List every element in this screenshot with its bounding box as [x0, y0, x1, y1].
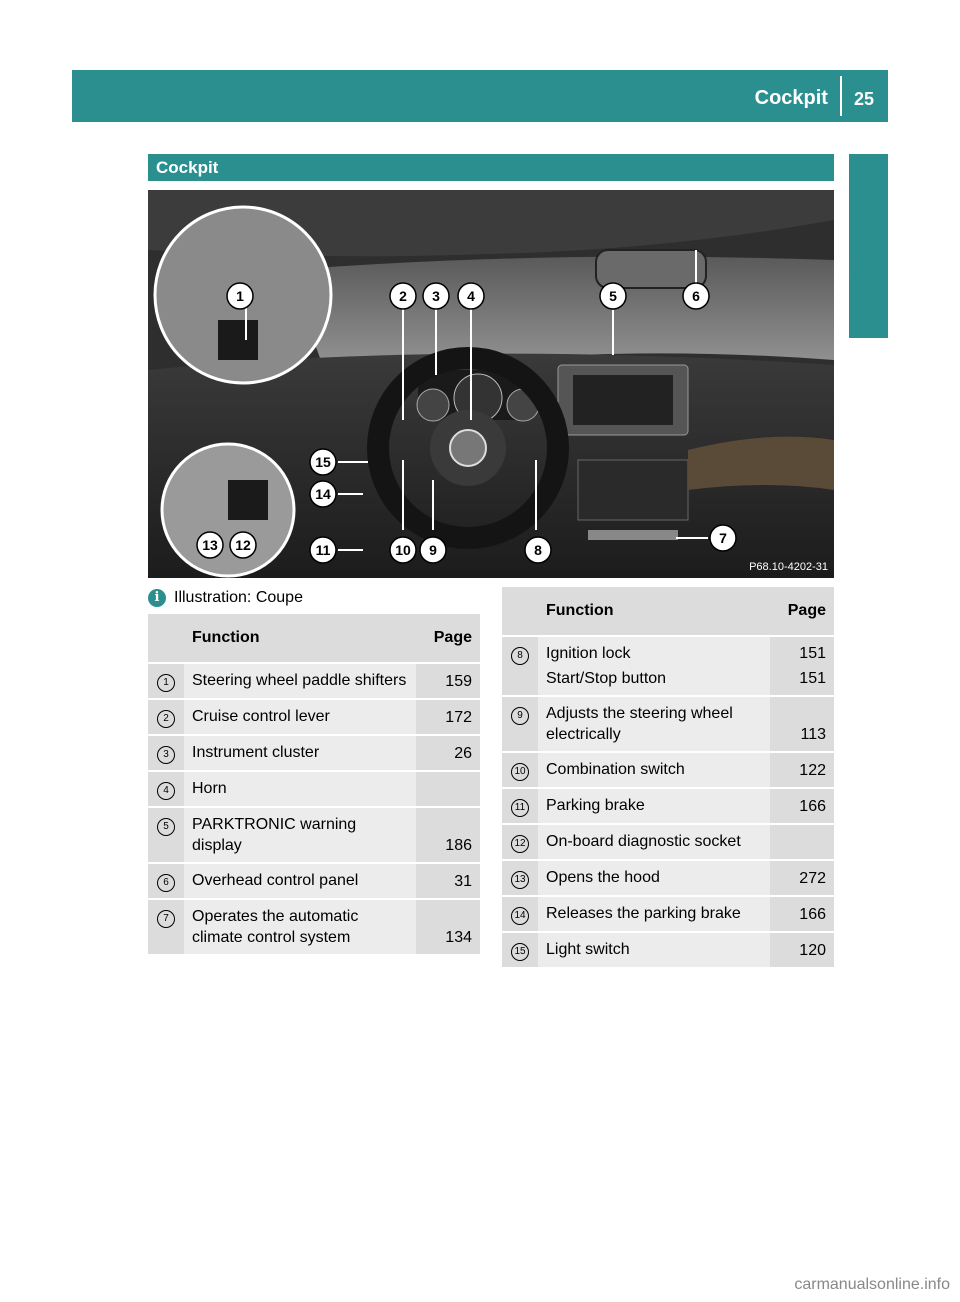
page-cell	[416, 699, 480, 735]
function-cell	[538, 860, 770, 896]
side-tab-label: At a glance	[851, 223, 874, 336]
callout-number: 1	[236, 288, 244, 304]
circled-number-icon: 14	[511, 907, 529, 925]
page-cell	[416, 899, 480, 955]
table-row	[502, 696, 834, 752]
table-row	[502, 896, 834, 932]
function-header: Function	[538, 587, 770, 636]
callout-number: 5	[609, 288, 617, 304]
callout-number: 9	[429, 542, 437, 558]
function-cell	[538, 932, 770, 968]
page-cell	[416, 735, 480, 771]
num-header	[148, 614, 184, 663]
row-number	[502, 696, 538, 752]
page-cell	[416, 807, 480, 863]
function-text: Cruise control lever	[192, 708, 330, 725]
callout-number: 12	[235, 537, 251, 553]
row-number	[502, 752, 538, 788]
page-header	[72, 70, 888, 122]
callout-marker	[600, 283, 626, 309]
callout-marker	[683, 283, 709, 309]
circled-number-icon: 8	[511, 647, 529, 665]
page-ref: 151	[799, 670, 826, 687]
callout-marker	[310, 449, 336, 475]
function-cell	[538, 752, 770, 788]
callout-number: 8	[534, 542, 542, 558]
page-cell	[416, 863, 480, 899]
callout-number: 4	[467, 288, 475, 304]
callout-number: 3	[432, 288, 440, 304]
callout-marker	[458, 283, 484, 309]
page-ref: 120	[799, 942, 826, 959]
function-cell	[184, 663, 416, 699]
function-text: PARKTRONIC warning display	[192, 816, 357, 854]
note-text: Illustration: Coupe	[174, 589, 303, 606]
function-text: Horn	[192, 780, 227, 797]
cockpit-illustration	[148, 190, 834, 578]
function-cell	[538, 896, 770, 932]
row-number	[502, 896, 538, 932]
function-text: Steering wheel paddle shifters	[192, 672, 407, 689]
row-number	[502, 824, 538, 860]
callout-marker	[423, 283, 449, 309]
function-table-right	[502, 587, 834, 969]
function-text: Opens the hood	[546, 869, 660, 886]
callout-marker	[390, 537, 416, 563]
function-text: Light switch	[546, 941, 630, 958]
callout-marker	[310, 481, 336, 507]
table-row	[148, 771, 480, 807]
table-row	[148, 735, 480, 771]
callout-number: 14	[315, 486, 331, 502]
function-text: Instrument cluster	[192, 744, 320, 761]
page-cell	[770, 932, 834, 968]
circled-number-icon: 1	[157, 674, 175, 692]
page-cell	[416, 663, 480, 699]
function-cell	[538, 824, 770, 860]
illustration-code: P68.10-4202-31	[749, 561, 828, 573]
circled-number-icon: 10	[511, 763, 529, 781]
circled-number-icon: 5	[157, 818, 175, 836]
page-cell	[770, 896, 834, 932]
function-table-left	[148, 614, 480, 956]
table-row	[502, 860, 834, 896]
num-header	[502, 587, 538, 636]
table-row	[148, 807, 480, 863]
row-number	[148, 735, 184, 771]
row-number	[148, 807, 184, 863]
function-header: Function	[184, 614, 416, 663]
function-text: Combination switch	[546, 761, 685, 778]
page-cell	[770, 788, 834, 824]
row-number	[148, 863, 184, 899]
function-text: Operates the automatic climate control system	[192, 908, 359, 946]
page-ref: 159	[445, 673, 472, 690]
function-cell	[538, 788, 770, 824]
circled-number-icon: 13	[511, 871, 529, 889]
callout-marker	[420, 537, 446, 563]
circled-number-icon: 12	[511, 835, 529, 853]
page-ref: 31	[454, 873, 472, 890]
circled-number-icon: 2	[157, 710, 175, 728]
function-cell	[184, 863, 416, 899]
function-text: Overhead control panel	[192, 872, 359, 889]
callout-marker	[227, 283, 253, 309]
callout-number: 10	[395, 542, 411, 558]
function-cell	[184, 735, 416, 771]
function-cell	[538, 696, 770, 752]
function-text: Ignition lock	[546, 645, 631, 662]
callout-number: 2	[399, 288, 407, 304]
page-ref: 166	[799, 906, 826, 923]
callout-marker	[310, 537, 336, 563]
info-icon: i	[148, 589, 166, 607]
circled-number-icon: 7	[157, 910, 175, 928]
function-cell	[538, 636, 770, 696]
callout-marker	[525, 537, 551, 563]
function-cell	[184, 899, 416, 955]
function-cell	[184, 807, 416, 863]
function-text: Releases the parking brake	[546, 905, 741, 922]
row-number	[148, 771, 184, 807]
callout-marker	[710, 525, 736, 551]
illustration-note	[148, 589, 303, 607]
page-ref: 113	[800, 726, 826, 743]
function-text: Adjusts the steering wheel electrically	[546, 705, 733, 743]
page-ref: 272	[799, 870, 826, 887]
footer-watermark: carmanualsonline.info	[794, 1276, 950, 1293]
row-number	[148, 663, 184, 699]
row-number	[502, 788, 538, 824]
page-header-cell: Page	[770, 587, 834, 636]
table-row	[502, 752, 834, 788]
page-cell	[770, 752, 834, 788]
callout-number: 13	[202, 537, 218, 553]
callout-marker	[390, 283, 416, 309]
row-number	[148, 899, 184, 955]
page-cell	[770, 636, 834, 696]
page-ref: 166	[799, 798, 826, 815]
callout-marker	[230, 532, 256, 558]
function-text: Start/Stop button	[546, 670, 667, 687]
page-cell	[770, 696, 834, 752]
callout-number: 15	[315, 454, 331, 470]
page-ref: 26	[454, 745, 472, 762]
row-number	[148, 699, 184, 735]
circled-number-icon: 9	[511, 707, 529, 725]
page-ref: 186	[445, 837, 472, 854]
section-title: Cockpit	[148, 154, 834, 181]
header-title: Cockpit	[754, 87, 828, 109]
table-row	[148, 699, 480, 735]
page-ref: 122	[799, 762, 826, 779]
page-cell	[770, 860, 834, 896]
row-number	[502, 860, 538, 896]
circled-number-icon: 11	[511, 799, 529, 817]
table-row	[502, 824, 834, 860]
page-number: 25	[853, 89, 874, 109]
function-cell	[184, 771, 416, 807]
callout-marker	[197, 532, 223, 558]
table-row	[502, 932, 834, 968]
circled-number-icon: 15	[511, 943, 529, 961]
row-number	[502, 636, 538, 696]
table-row	[502, 636, 834, 696]
table-row	[148, 899, 480, 955]
function-text: Parking brake	[546, 797, 645, 814]
function-cell	[184, 699, 416, 735]
circled-number-icon: 6	[157, 874, 175, 892]
function-text: On-board diagnostic socket	[546, 833, 741, 850]
circled-number-icon: 3	[157, 746, 175, 764]
page-ref: 151	[799, 645, 826, 662]
page-ref: 134	[445, 929, 472, 946]
page-cell	[770, 824, 834, 860]
callout-number: 7	[719, 530, 727, 546]
table-row	[148, 663, 480, 699]
page-cell	[416, 771, 480, 807]
circled-number-icon: 4	[157, 782, 175, 800]
row-number	[502, 932, 538, 968]
page-header-cell: Page	[416, 614, 480, 663]
callout-number: 6	[692, 288, 700, 304]
table-row	[502, 788, 834, 824]
page-ref: 172	[445, 709, 472, 726]
callout-number: 11	[315, 542, 331, 558]
table-row	[148, 863, 480, 899]
